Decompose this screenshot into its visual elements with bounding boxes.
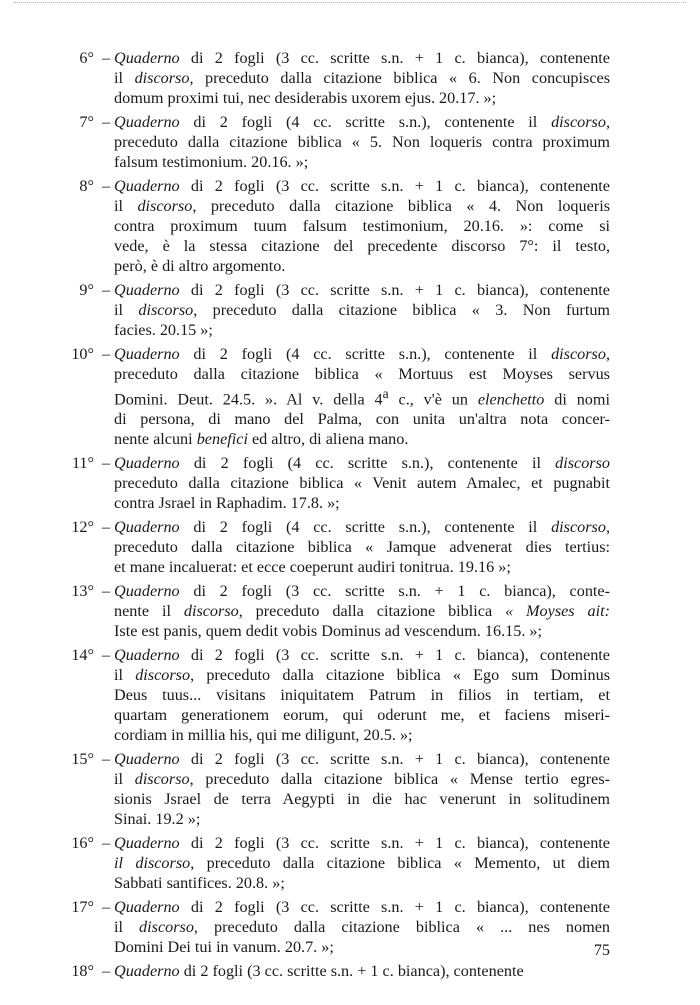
entry-text-line: preceduto dalla citazione biblica « Mortuus est Moyses servus	[114, 365, 610, 383]
entry-text-line: Quaderno di 2 fogli (4 cc. scritte s.n.), contenente il discorso,	[114, 518, 610, 537]
catalogue-entry	[50, 833, 610, 893]
entry-text-line: Domini Dei tui in vanum. 20.7. »;	[114, 938, 334, 957]
entry-text-line: Quaderno di 2 fogli (3 cc. scritte s.n. + 1 c. bianca), contenente	[114, 646, 610, 665]
catalogue-entry	[50, 280, 610, 340]
catalogue-entry	[50, 897, 610, 957]
entry-dash: –	[102, 518, 111, 537]
page-top-edge	[14, 2, 686, 3]
entry-text-line: preceduto dalla citazione biblica « 5. Non loqueris contra proximum	[114, 133, 610, 151]
catalogue-entry	[50, 112, 610, 172]
entry-text-line: Quaderno di 2 fogli (3 cc. scritte s.n. + 1 c. bianca), contenente	[114, 49, 610, 67]
entry-text-line: vede, è la stessa citazione del precedente discorso 7°: il testo,	[114, 237, 610, 255]
entry-dash: –	[102, 281, 111, 299]
entry-text-line: Quaderno di 2 fogli (3 cc. scritte s.n. + 1 c. bianca), contenente	[114, 962, 524, 981]
entry-number: 10°	[71, 345, 94, 363]
entry-text-line: contra proximum tuum falsum testimonium, 20.16. »: come si	[114, 217, 610, 235]
entry-text-line: facies. 20.15 »;	[114, 321, 213, 339]
catalogue-entry	[50, 453, 610, 513]
entry-dash: –	[102, 582, 111, 601]
entry-text-line: però, è di altro argomento.	[114, 257, 286, 275]
entry-text-line: Quaderno di 2 fogli (4 cc. scritte s.n.), contenente il discorso,	[114, 113, 610, 131]
entry-text-line: Quaderno di 2 fogli (4 cc. scritte s.n.), contenente il discorso	[114, 454, 610, 473]
catalogue-entry	[50, 344, 610, 449]
entry-text-line: domum proximi tui, nec desiderabis uxorem ejus. 20.17. »;	[114, 89, 497, 107]
entry-dash: –	[102, 454, 111, 473]
entry-text-line: Quaderno di 2 fogli (3 cc. scritte s.n. + 1 c. bianca), conte-	[114, 582, 610, 601]
entry-dash: –	[102, 177, 111, 195]
entry-dash: –	[102, 834, 111, 853]
entry-number: 15°	[71, 750, 94, 769]
inventory-list	[50, 48, 610, 985]
entry-text-line: nente il discorso, preceduto dalla citazione biblica « Moyses ait:	[114, 602, 610, 621]
entry-number: 6°	[79, 49, 94, 67]
catalogue-entry	[50, 645, 610, 745]
entry-text-line: Sinai. 19.2 »;	[114, 810, 201, 829]
catalogue-entry	[50, 48, 610, 108]
entry-text-line: il discorso, preceduto dalla citazione biblica « 6. Non concupisces	[114, 69, 610, 87]
entry-dash: –	[102, 113, 111, 131]
entry-text-line: Quaderno di 2 fogli (3 cc. scritte s.n. + 1 c. bianca), contenente	[114, 281, 610, 299]
entry-number: 14°	[71, 646, 94, 665]
entry-text-line: falsum testimonium. 20.16. »;	[114, 153, 309, 171]
entry-number: 8°	[79, 177, 94, 195]
entry-text-line: di persona, di mano del Palma, con unita un'altra nota concer-	[114, 410, 610, 429]
entry-text-line: preceduto dalla citazione biblica « Venit autem Amalec, et pugnabit	[114, 474, 610, 493]
entry-text-line: il discorso, preceduto dalla citazione biblica « Mense tertio egres-	[114, 770, 611, 789]
catalogue-entry	[50, 176, 610, 276]
entry-number: 9°	[79, 281, 94, 299]
entry-text-line: et mane incaluerat: et ecce coeperunt audiri tonitrua. 19.16 »;	[114, 558, 511, 577]
entry-number: 12°	[71, 518, 94, 537]
entry-text-line: Deus tuus... visitans iniquitatem Patrum in filios in tertiam, et	[114, 686, 610, 705]
entry-text-line: Domini. Deut. 24.5. ». Al v. della 4$^a$ c., v'è un elenchetto di nomi	[114, 386, 610, 409]
entry-number: 7°	[79, 113, 94, 131]
entry-text-line: Quaderno di 2 fogli (3 cc. scritte s.n. + 1 c. bianca), contenente	[114, 898, 610, 917]
entry-dash: –	[102, 750, 111, 769]
entry-text-line: quartam generationem eorum, qui oderunt me, et faciens miseri-	[114, 706, 610, 725]
entry-text-line: cordiam in millia his, qui me diligunt, 20.5. »;	[114, 726, 413, 745]
entry-text-line: contra Jsrael in Raphadim. 17.8. »;	[114, 494, 340, 513]
entry-text-line: il discorso, preceduto dalla citazione biblica « Memento, ut diem	[114, 854, 610, 873]
entry-number: 17°	[71, 898, 94, 917]
page-number: 75	[593, 941, 610, 959]
entry-text-line: Iste est panis, quem dedit vobis Dominus ad vescendum. 16.15. »;	[114, 622, 543, 641]
entry-text-line: preceduto dalla citazione biblica « Jamque advenerat dies tertius:	[114, 538, 610, 557]
entry-text-line: Sabbati santifices. 20.8. »;	[114, 874, 285, 893]
entry-text-line: Quaderno di 2 fogli (4 cc. scritte s.n.), contenente il discorso,	[114, 345, 610, 363]
entry-text-line: nente alcuni benefici ed altro, di aliena mano.	[114, 430, 409, 449]
entry-number: 11°	[71, 454, 94, 473]
entry-number: 13°	[71, 582, 94, 601]
entry-text-line: Quaderno di 2 fogli (3 cc. scritte s.n. + 1 c. bianca), contenente	[114, 750, 610, 769]
entry-text-line: sionis Jsrael de terra Aegypti in die hac venerunt in solitudinem	[114, 790, 610, 809]
catalogue-entry	[50, 749, 610, 829]
entry-text-line: Quaderno di 2 fogli (3 cc. scritte s.n. + 1 c. bianca), contenente	[114, 834, 610, 853]
catalogue-entry	[50, 581, 610, 641]
entry-dash: –	[102, 49, 111, 67]
entry-text-line: il discorso, preceduto dalla citazione biblica « 3. Non furtum	[114, 301, 610, 319]
entry-text-line: il discorso, preceduto dalla citazione biblica « Ego sum Dominus	[114, 666, 610, 685]
catalogue-entry	[50, 517, 610, 577]
entry-text-line: il discorso, preceduto dalla citazione biblica « ... nes nomen	[114, 918, 610, 937]
entry-number: 16°	[71, 834, 94, 853]
entry-number: 18°	[71, 962, 94, 981]
catalogue-entry	[50, 961, 610, 981]
entry-text-line: il discorso, preceduto dalla citazione biblica « 4. Non loqueris	[114, 197, 610, 215]
entry-dash: –	[102, 898, 111, 917]
entry-dash: –	[102, 646, 111, 665]
entry-dash: –	[102, 962, 111, 981]
entry-text-line: Quaderno di 2 fogli (3 cc. scritte s.n. + 1 c. bianca), contenente	[114, 177, 610, 195]
entry-dash: –	[102, 345, 111, 363]
